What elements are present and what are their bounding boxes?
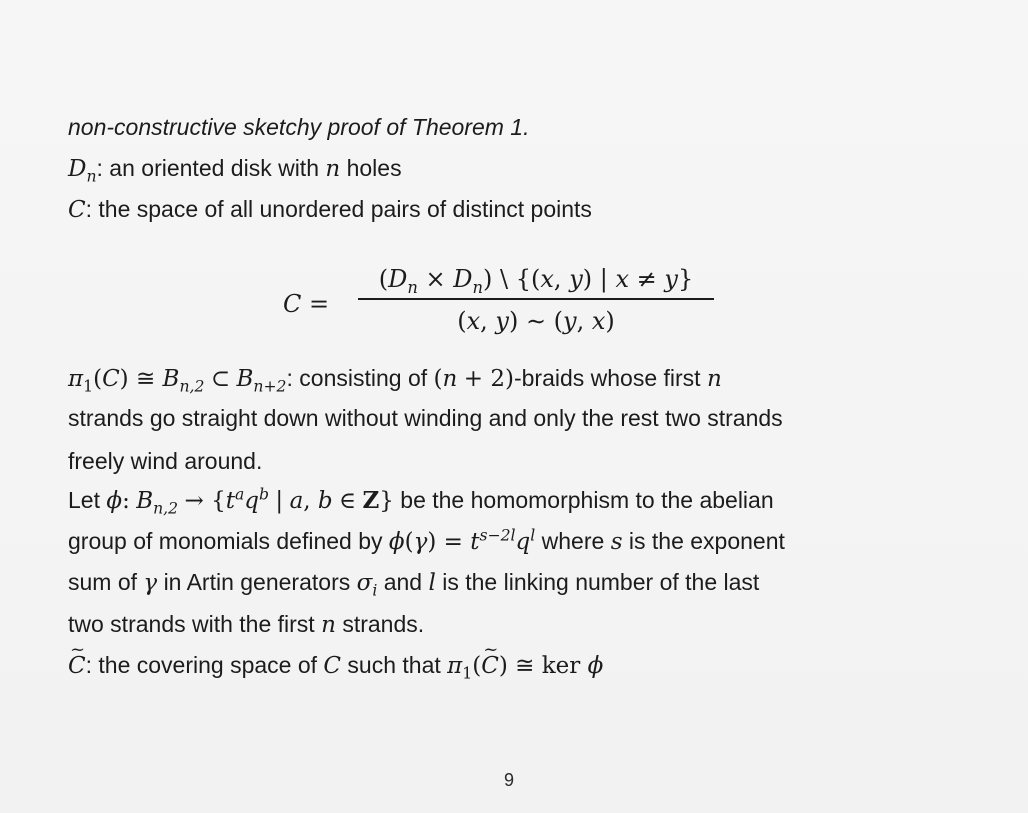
- exponent-sum-line: sum of γ in Artin generators $\sigma_i$ and l is the linking number of the last: [68, 569, 760, 600]
- pi1-statement: $\pi_1(C)$ ≅ $B_{n,2}$ ⊂ $B_{n+2}$: consisting of (n + 2)-braids whose first n: [68, 365, 722, 396]
- covering-space-line: ~ C: the covering space of C such that $\pi_1(\sim$ C) ≅ ker ϕ: [68, 650, 603, 681]
- fraction-numerator: $(D_n \times D_n)$ \ {(x, y) | x ≠ y}: [378, 265, 694, 297]
- equation-lhs: C =: [283, 290, 330, 318]
- wind-line: freely wind around.: [68, 448, 263, 474]
- strands-line: strands go straight down without winding and only the rest two strands: [68, 405, 783, 431]
- c-definition: C: the space of all unordered pairs of distinct points: [68, 196, 592, 223]
- first-strands-line: two strands with the first n strands.: [68, 611, 425, 638]
- dn-definition: $D_n$: an oriented disk with n holes: [68, 155, 402, 186]
- proof-heading: non-constructive sketchy proof of Theorem 1.: [68, 114, 530, 140]
- monomial-line: group of monomials defined by $\phi(\gamma) = t^{s-2l}q^l$ where s is the exponent: [68, 525, 785, 555]
- let-phi-line: Let ϕ: $B_{n,2} \to \{t^aq^b$ | a, b ∈ Z} be the homomorphism to the abelian: [68, 484, 774, 518]
- equation-fraction: [358, 262, 714, 338]
- display-equation: [0, 262, 1028, 342]
- fraction-bar: [358, 298, 714, 300]
- fraction-denominator: (x, y) ∼ (y, x): [457, 306, 615, 335]
- page-number: 9: [503, 770, 514, 790]
